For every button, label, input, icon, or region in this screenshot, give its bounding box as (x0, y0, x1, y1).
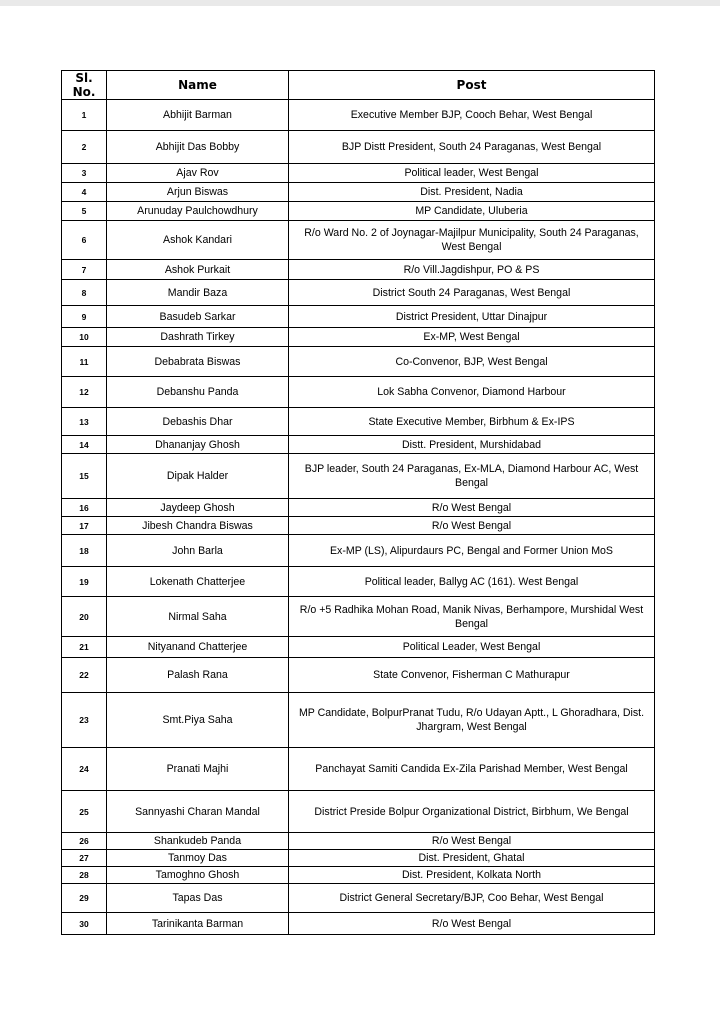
cell-name: Ashok Purkait (107, 260, 289, 280)
cell-sl-no: 19 (62, 567, 107, 597)
cell-post: Executive Member BJP, Cooch Behar, West Bengal (289, 100, 655, 131)
cell-sl-no: 18 (62, 535, 107, 567)
cell-name: Dhananjay Ghosh (107, 436, 289, 454)
cell-name: John Barla (107, 535, 289, 567)
table-row (62, 347, 655, 377)
table-row (62, 202, 655, 221)
cell-post: District General Secretary/BJP, Coo Behar, West Bengal (289, 884, 655, 913)
table-row (62, 260, 655, 280)
header-post: Post (289, 71, 655, 100)
cell-post: Political leader, West Bengal (289, 164, 655, 183)
table-row (62, 748, 655, 791)
cell-sl-no: 25 (62, 791, 107, 833)
cell-sl-no: 7 (62, 260, 107, 280)
header-sl-no: Sl. No. (62, 71, 107, 100)
cell-post: District President, Uttar Dinajpur (289, 306, 655, 328)
cell-post: Ex-MP, West Bengal (289, 328, 655, 347)
table-row (62, 436, 655, 454)
cell-name: Tanmoy Das (107, 850, 289, 867)
cell-sl-no: 27 (62, 850, 107, 867)
table-row (62, 913, 655, 935)
cell-post: R/o West Bengal (289, 517, 655, 535)
cell-name: Dashrath Tirkey (107, 328, 289, 347)
table-row (62, 867, 655, 884)
cell-name: Ajav Rov (107, 164, 289, 183)
table-row (62, 791, 655, 833)
cell-sl-no: 6 (62, 221, 107, 260)
cell-sl-no: 3 (62, 164, 107, 183)
cell-sl-no: 24 (62, 748, 107, 791)
cell-sl-no: 26 (62, 833, 107, 850)
cell-name: Abhijit Barman (107, 100, 289, 131)
cell-name: Palash Rana (107, 658, 289, 693)
cell-post: Dist. President, Kolkata North (289, 867, 655, 884)
table-row (62, 377, 655, 408)
cell-sl-no: 16 (62, 499, 107, 517)
cell-post: MP Candidate, BolpurPranat Tudu, R/o Udayan Aptt., L Ghoradhara, Dist. Jhargram, West Bengal (289, 693, 655, 748)
table-row (62, 280, 655, 306)
cell-post: Political leader, Ballyg AC (161). West Bengal (289, 567, 655, 597)
cell-sl-no: 9 (62, 306, 107, 328)
cell-name: Mandir Baza (107, 280, 289, 306)
cell-sl-no: 2 (62, 131, 107, 164)
table-row (62, 884, 655, 913)
cell-name: Debashis Dhar (107, 408, 289, 436)
cell-sl-no: 17 (62, 517, 107, 535)
table-row (62, 597, 655, 637)
cell-sl-no: 28 (62, 867, 107, 884)
cell-sl-no: 8 (62, 280, 107, 306)
cell-post: R/o Ward No. 2 of Joynagar-Majilpur Municipality, South 24 Paraganas, West Bengal (289, 221, 655, 260)
cell-post: District Preside Bolpur Organizational District, Birbhum, We Bengal (289, 791, 655, 833)
table-row (62, 567, 655, 597)
cell-post: Dist. President, Ghatal (289, 850, 655, 867)
cell-sl-no: 1 (62, 100, 107, 131)
top-bar (0, 0, 720, 6)
cell-name: Lokenath Chatterjee (107, 567, 289, 597)
cell-post: State Executive Member, Birbhum & Ex-IPS (289, 408, 655, 436)
table-row (62, 328, 655, 347)
cell-post: Ex-MP (LS), Alipurdaurs PC, Bengal and Former Union MoS (289, 535, 655, 567)
table-row (62, 658, 655, 693)
table-row (62, 408, 655, 436)
cell-sl-no: 15 (62, 454, 107, 499)
table-row (62, 833, 655, 850)
cell-sl-no: 20 (62, 597, 107, 637)
cell-name: Pranati Majhi (107, 748, 289, 791)
table-row (62, 693, 655, 748)
header-row (62, 71, 655, 100)
cell-sl-no: 11 (62, 347, 107, 377)
cell-post: Lok Sabha Convenor, Diamond Harbour (289, 377, 655, 408)
table-row (62, 517, 655, 535)
cell-name: Arjun Biswas (107, 183, 289, 202)
cell-post: Distt. President, Murshidabad (289, 436, 655, 454)
table-row (62, 164, 655, 183)
cell-sl-no: 4 (62, 183, 107, 202)
cell-post: BJP leader, South 24 Paraganas, Ex-MLA, Diamond Harbour AC, West Bengal (289, 454, 655, 499)
cell-name: Ashok Kandari (107, 221, 289, 260)
cell-post: MP Candidate, Uluberia (289, 202, 655, 221)
cell-name: Jibesh Chandra Biswas (107, 517, 289, 535)
cell-name: Debabrata Biswas (107, 347, 289, 377)
table-row (62, 535, 655, 567)
cell-name: Basudeb Sarkar (107, 306, 289, 328)
table-row (62, 221, 655, 260)
table-row (62, 100, 655, 131)
cell-post: R/o West Bengal (289, 913, 655, 935)
cell-post: Political Leader, West Bengal (289, 637, 655, 658)
cell-name: Debanshu Panda (107, 377, 289, 408)
table-row (62, 637, 655, 658)
cell-post: Panchayat Samiti Candida Ex-Zila Parishad Member, West Bengal (289, 748, 655, 791)
cell-post: R/o Vill.Jagdishpur, PO & PS (289, 260, 655, 280)
cell-name: Tapas Das (107, 884, 289, 913)
table-row (62, 183, 655, 202)
cell-name: Jaydeep Ghosh (107, 499, 289, 517)
cell-name: Tamoghno Ghosh (107, 867, 289, 884)
table-row (62, 499, 655, 517)
cell-name: Shankudeb Panda (107, 833, 289, 850)
cell-post: R/o +5 Radhika Mohan Road, Manik Nivas, Berhampore, Murshidal West Bengal (289, 597, 655, 637)
cell-name: Tarinikanta Barman (107, 913, 289, 935)
cell-post: State Convenor, Fisherman C Mathurapur (289, 658, 655, 693)
cell-name: Smt.Piya Saha (107, 693, 289, 748)
cell-post: R/o West Bengal (289, 499, 655, 517)
cell-name: Dipak Halder (107, 454, 289, 499)
header-name: Name (107, 71, 289, 100)
cell-post: BJP Distt President, South 24 Paraganas, West Bengal (289, 131, 655, 164)
cell-name: Sannyashi Charan Mandal (107, 791, 289, 833)
cell-sl-no: 10 (62, 328, 107, 347)
cell-post: R/o West Bengal (289, 833, 655, 850)
cell-post: Dist. President, Nadia (289, 183, 655, 202)
table-row (62, 306, 655, 328)
table-row (62, 454, 655, 499)
cell-sl-no: 14 (62, 436, 107, 454)
table-row (62, 850, 655, 867)
cell-sl-no: 5 (62, 202, 107, 221)
cell-post: Co-Convenor, BJP, West Bengal (289, 347, 655, 377)
cell-post: District South 24 Paraganas, West Bengal (289, 280, 655, 306)
cell-name: Nityanand Chatterjee (107, 637, 289, 658)
cell-name: Nirmal Saha (107, 597, 289, 637)
cell-sl-no: 22 (62, 658, 107, 693)
cell-name: Abhijit Das Bobby (107, 131, 289, 164)
cell-sl-no: 21 (62, 637, 107, 658)
cell-sl-no: 13 (62, 408, 107, 436)
cell-sl-no: 12 (62, 377, 107, 408)
cell-sl-no: 29 (62, 884, 107, 913)
cell-name: Arunuday Paulchowdhury (107, 202, 289, 221)
cell-sl-no: 30 (62, 913, 107, 935)
members-table (61, 70, 655, 935)
table-row (62, 131, 655, 164)
cell-sl-no: 23 (62, 693, 107, 748)
